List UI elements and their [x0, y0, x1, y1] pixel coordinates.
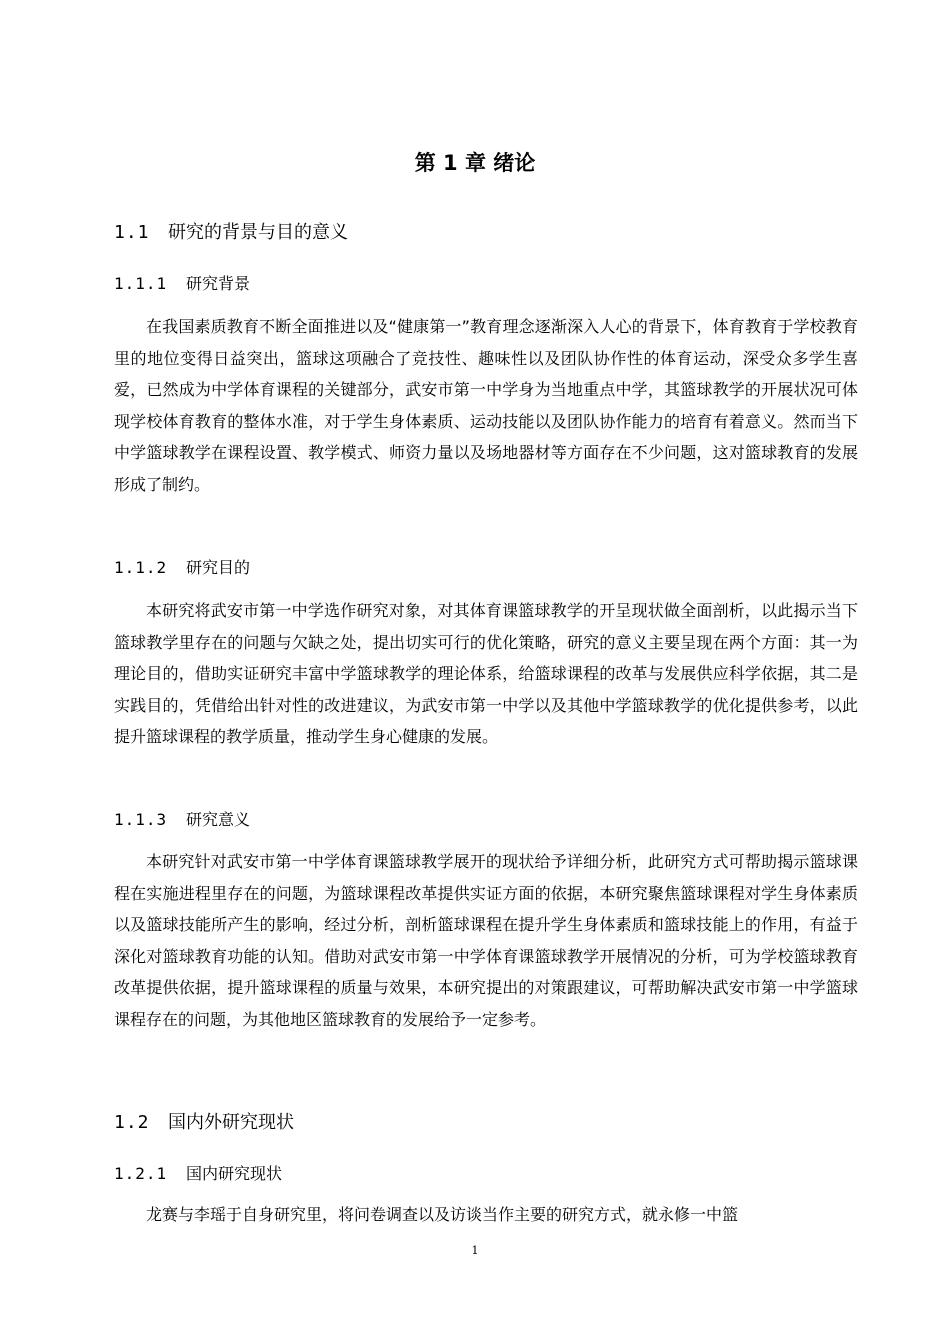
subsection-title: 国内研究现状	[186, 1164, 283, 1183]
subsection-title: 研究背景	[186, 274, 251, 293]
subsection-title: 研究意义	[186, 810, 251, 829]
subsection-number: 1.1.2	[114, 558, 168, 577]
section-number: 1.2	[114, 1112, 150, 1133]
subsection-number: 1.2.1	[114, 1164, 168, 1183]
chapter-title: 第 1 章 绪论	[414, 151, 536, 175]
subsection-heading-1-1-3	[114, 807, 250, 833]
section-title: 国内外研究现状	[168, 1112, 294, 1133]
paragraph-domestic-research: 龙赛与李瑶于自身研究里，将问卷调查以及访谈当作主要的研究方式，就永修一中篮	[146, 1205, 739, 1224]
section-heading-1-1	[114, 219, 348, 247]
paragraph-research-background: 在我国素质教育不断全面推进以及“健康第一”教育理念逐渐深入人心的背景下，体育教育于学校教育里的地位变得日益突出，篮球这项融合了竞技性、趣味性以及团队协作性的体育运动，深受众多学生喜爱，已然成为中学体育课程的关键部分，武安市第一中学身为当地重点中学，其篮球教学的开展状况可体现学校体育教育的整体水准，对于学生身体素质、运动技能以及团队协作能力的培育有着意义。然而当下中学篮球教学在课程设置、教学模式、师资力量以及场地器材等方面存在不少问题，这对篮球教育的发展形成了制约。	[114, 317, 858, 494]
section-number: 1.1	[114, 222, 150, 243]
subsection-heading-1-1-1	[114, 271, 250, 297]
paragraph-research-purpose: 本研究将武安市第一中学选作研究对象，对其体育课篮球教学的开呈现状做全面剖析，以此揭示当下篮球教学里存在的问题与欠缺之处，提出切实可行的优化策略，研究的意义主要呈现在两个方面：其一为理论目的，借助实证研究丰富中学篮球教学的理论体系，给篮球课程的改革与发展供应科学依据，其二是实践目的，凭借给出针对性的改进建议，为武安市第一中学以及其他中学篮球教学的优化提供参考，以此提升篮球课程的教学质量，推动学生身心健康的发展。	[114, 601, 858, 746]
subsection-heading-1-1-2	[114, 555, 250, 581]
section-title: 研究的背景与目的意义	[168, 222, 348, 243]
section-heading-1-2	[114, 1109, 294, 1137]
subsection-number: 1.1.3	[114, 810, 168, 829]
subsection-heading-1-2-1	[114, 1161, 282, 1187]
page-number: 1	[471, 1244, 479, 1257]
subsection-title: 研究目的	[186, 558, 251, 577]
paragraph-research-significance: 本研究针对武安市第一中学体育课篮球教学展开的现状给予详细分析，此研究方式可帮助揭示篮球课程在实施进程里存在的问题，为篮球课程改革提供实证方面的依据，本研究聚焦篮球课程对学生身体素质以及篮球技能所产生的影响，经过分析，剖析篮球课程在提升学生身体素质和篮球技能上的作用，有益于深化对篮球教育功能的认知。借助对武安市第一中学体育课篮球教学开展情况的分析，可为学校篮球教育改革提供依据，提升篮球课程的质量与效果，本研究提出的对策跟建议，可帮助解决武安市第一中学篮球课程存在的问题，为其他地区篮球教育的发展给予一定参考。	[114, 852, 858, 1029]
subsection-number: 1.1.1	[114, 274, 168, 293]
